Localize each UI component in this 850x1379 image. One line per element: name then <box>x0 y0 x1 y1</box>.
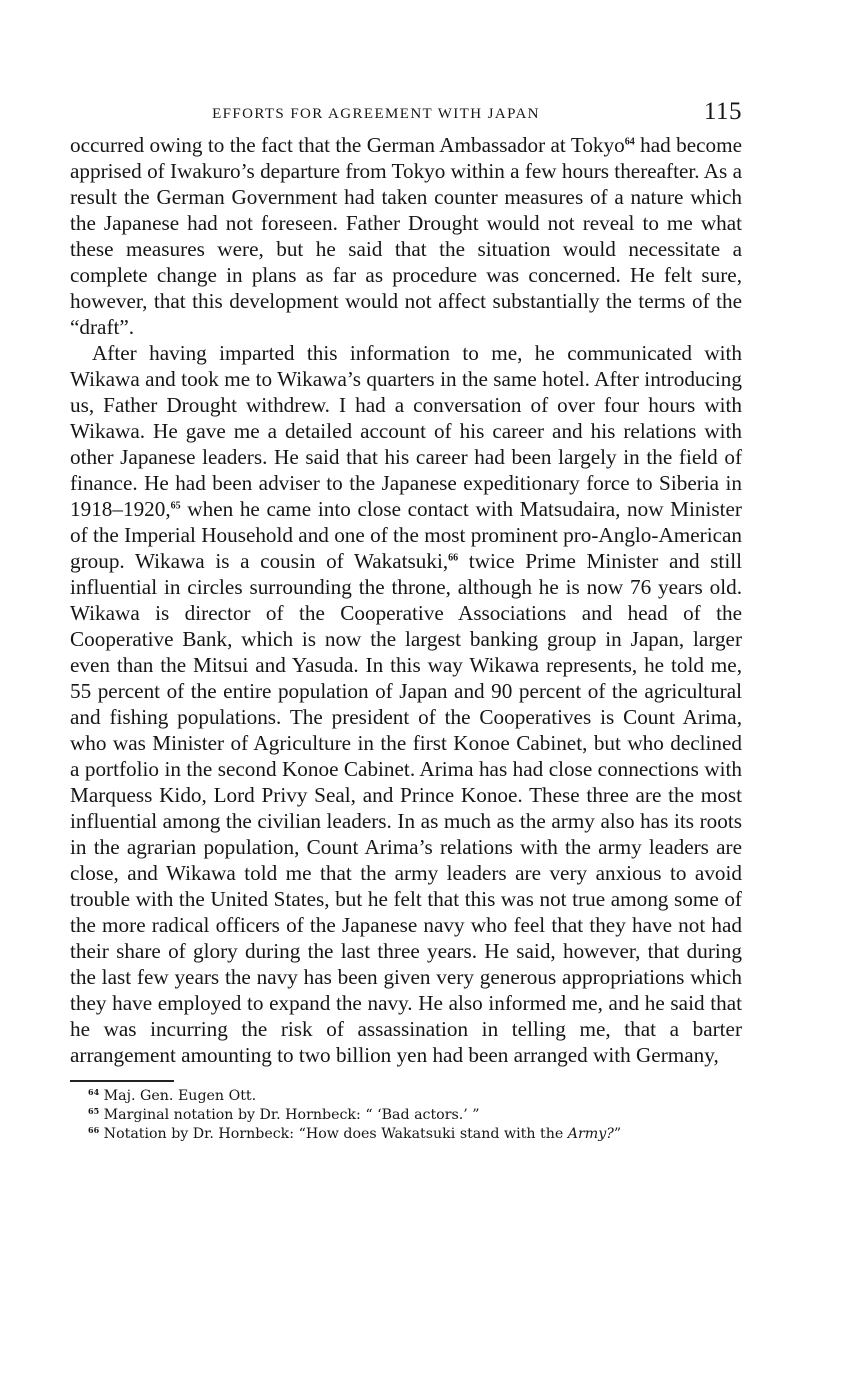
footnote <box>70 1125 742 1144</box>
footnote-number: 65 <box>88 1106 100 1117</box>
footnote-text: Marginal notation by Dr. Hornbeck: “ ‘Bad actors.’ ” <box>103 1107 480 1123</box>
paragraph <box>70 132 742 340</box>
footnote-ref: 65 <box>170 500 181 512</box>
footnote <box>70 1087 742 1106</box>
footnote-ref: 66 <box>448 552 459 564</box>
footnote-number: 64 <box>88 1087 100 1098</box>
paragraph-text: After having imparted this information to me, he communicated with Wikawa and took me to Wikawa’s quarters in the same hotel. After introducing us, Father Drought withdrew. I had a conversation of over four hours with Wikawa. He gave me a detailed account of his career and his relations with other Japanese leaders. He said that his career had been largely in the field of finance. He had been adviser to the Japanese expeditionary force to Siberia in 1918–1920, <box>70 341 742 521</box>
paragraph-text: had become apprised of Iwakuro’s departure from Tokyo within a few hours thereafter. As a result the German Government had taken counter measures of a nature which the Japanese had not foreseen. Father Drought would not reveal to me what these measures were, but he said that the situation would necessitate a complete change in plans as far as procedure was concerned. He felt sure, however, that this development would not affect substantially the terms of the “draft”. <box>70 133 742 339</box>
running-head <box>70 98 742 132</box>
paragraph-text: twice Prime Minister and still influential in circles surrounding the throne, although he is now 76 years old. Wikawa is director of the Cooperative Associations and head of the Cooperative Bank, which is now the largest banking group in Japan, larger even than the Mitsui and Yasuda. In this way Wikawa represents, he told me, 55 percent of the entire population of Japan and 90 percent of the agricultural and fishing populations. The president of the Cooperatives is Count Arima, who was Minister of Agriculture in the first Konoe Cabinet, but who declined a portfolio in the second Konoe Cabinet. Arima has had close connections with Marquess Kido, Lord Privy Seal, and Prince Konoe. These three are the most influential among the civilian leaders. In as much as the army also has its roots in the agrarian population, Count Arima’s relations with the army leaders are close, and Wikawa told me that the army leaders are very anxious to avoid trouble with the United States, but he felt that this was not true among some of the more radical officers of the Japanese navy who feel that they have not had their share of glory during the last three years. He said, however, that during the last few years the navy has been given very generous appropriations which they have employed to expand the navy. He also informed me, and he said that he was incurring the risk of assassination in telling me, that a barter arrangement amounting to two billion yen had been arranged with Germany, <box>70 549 742 1067</box>
footnote-number: 66 <box>88 1125 100 1136</box>
footnote-divider <box>70 1080 174 1082</box>
body-text <box>70 132 742 1068</box>
footnote-text: Notation by Dr. Hornbeck: “How does Wakatsuki stand with the <box>103 1126 568 1142</box>
footnotes <box>70 1087 742 1144</box>
footnote-emphasis: Army? <box>567 1126 614 1142</box>
footnote-closing-quote: ” <box>613 1126 622 1142</box>
paragraph-text: occurred owing to the fact that the German Ambassador at Tokyo <box>70 133 625 157</box>
page-number: 115 <box>703 98 742 125</box>
running-title: EFFORTS FOR AGREEMENT WITH JAPAN <box>212 106 540 122</box>
paragraph <box>70 340 742 1068</box>
paragraph-text: when he came into close contact with Matsudaira, now Minister of the Imperial Household and one of the most prominent pro-Anglo-American group. Wikawa is a cousin of Wakatsuki, <box>70 497 742 573</box>
footnote <box>70 1106 742 1125</box>
footnote-ref: 64 <box>624 136 635 148</box>
document-page <box>70 98 742 1144</box>
footnote-text: Maj. Gen. Eugen Ott. <box>103 1088 257 1104</box>
